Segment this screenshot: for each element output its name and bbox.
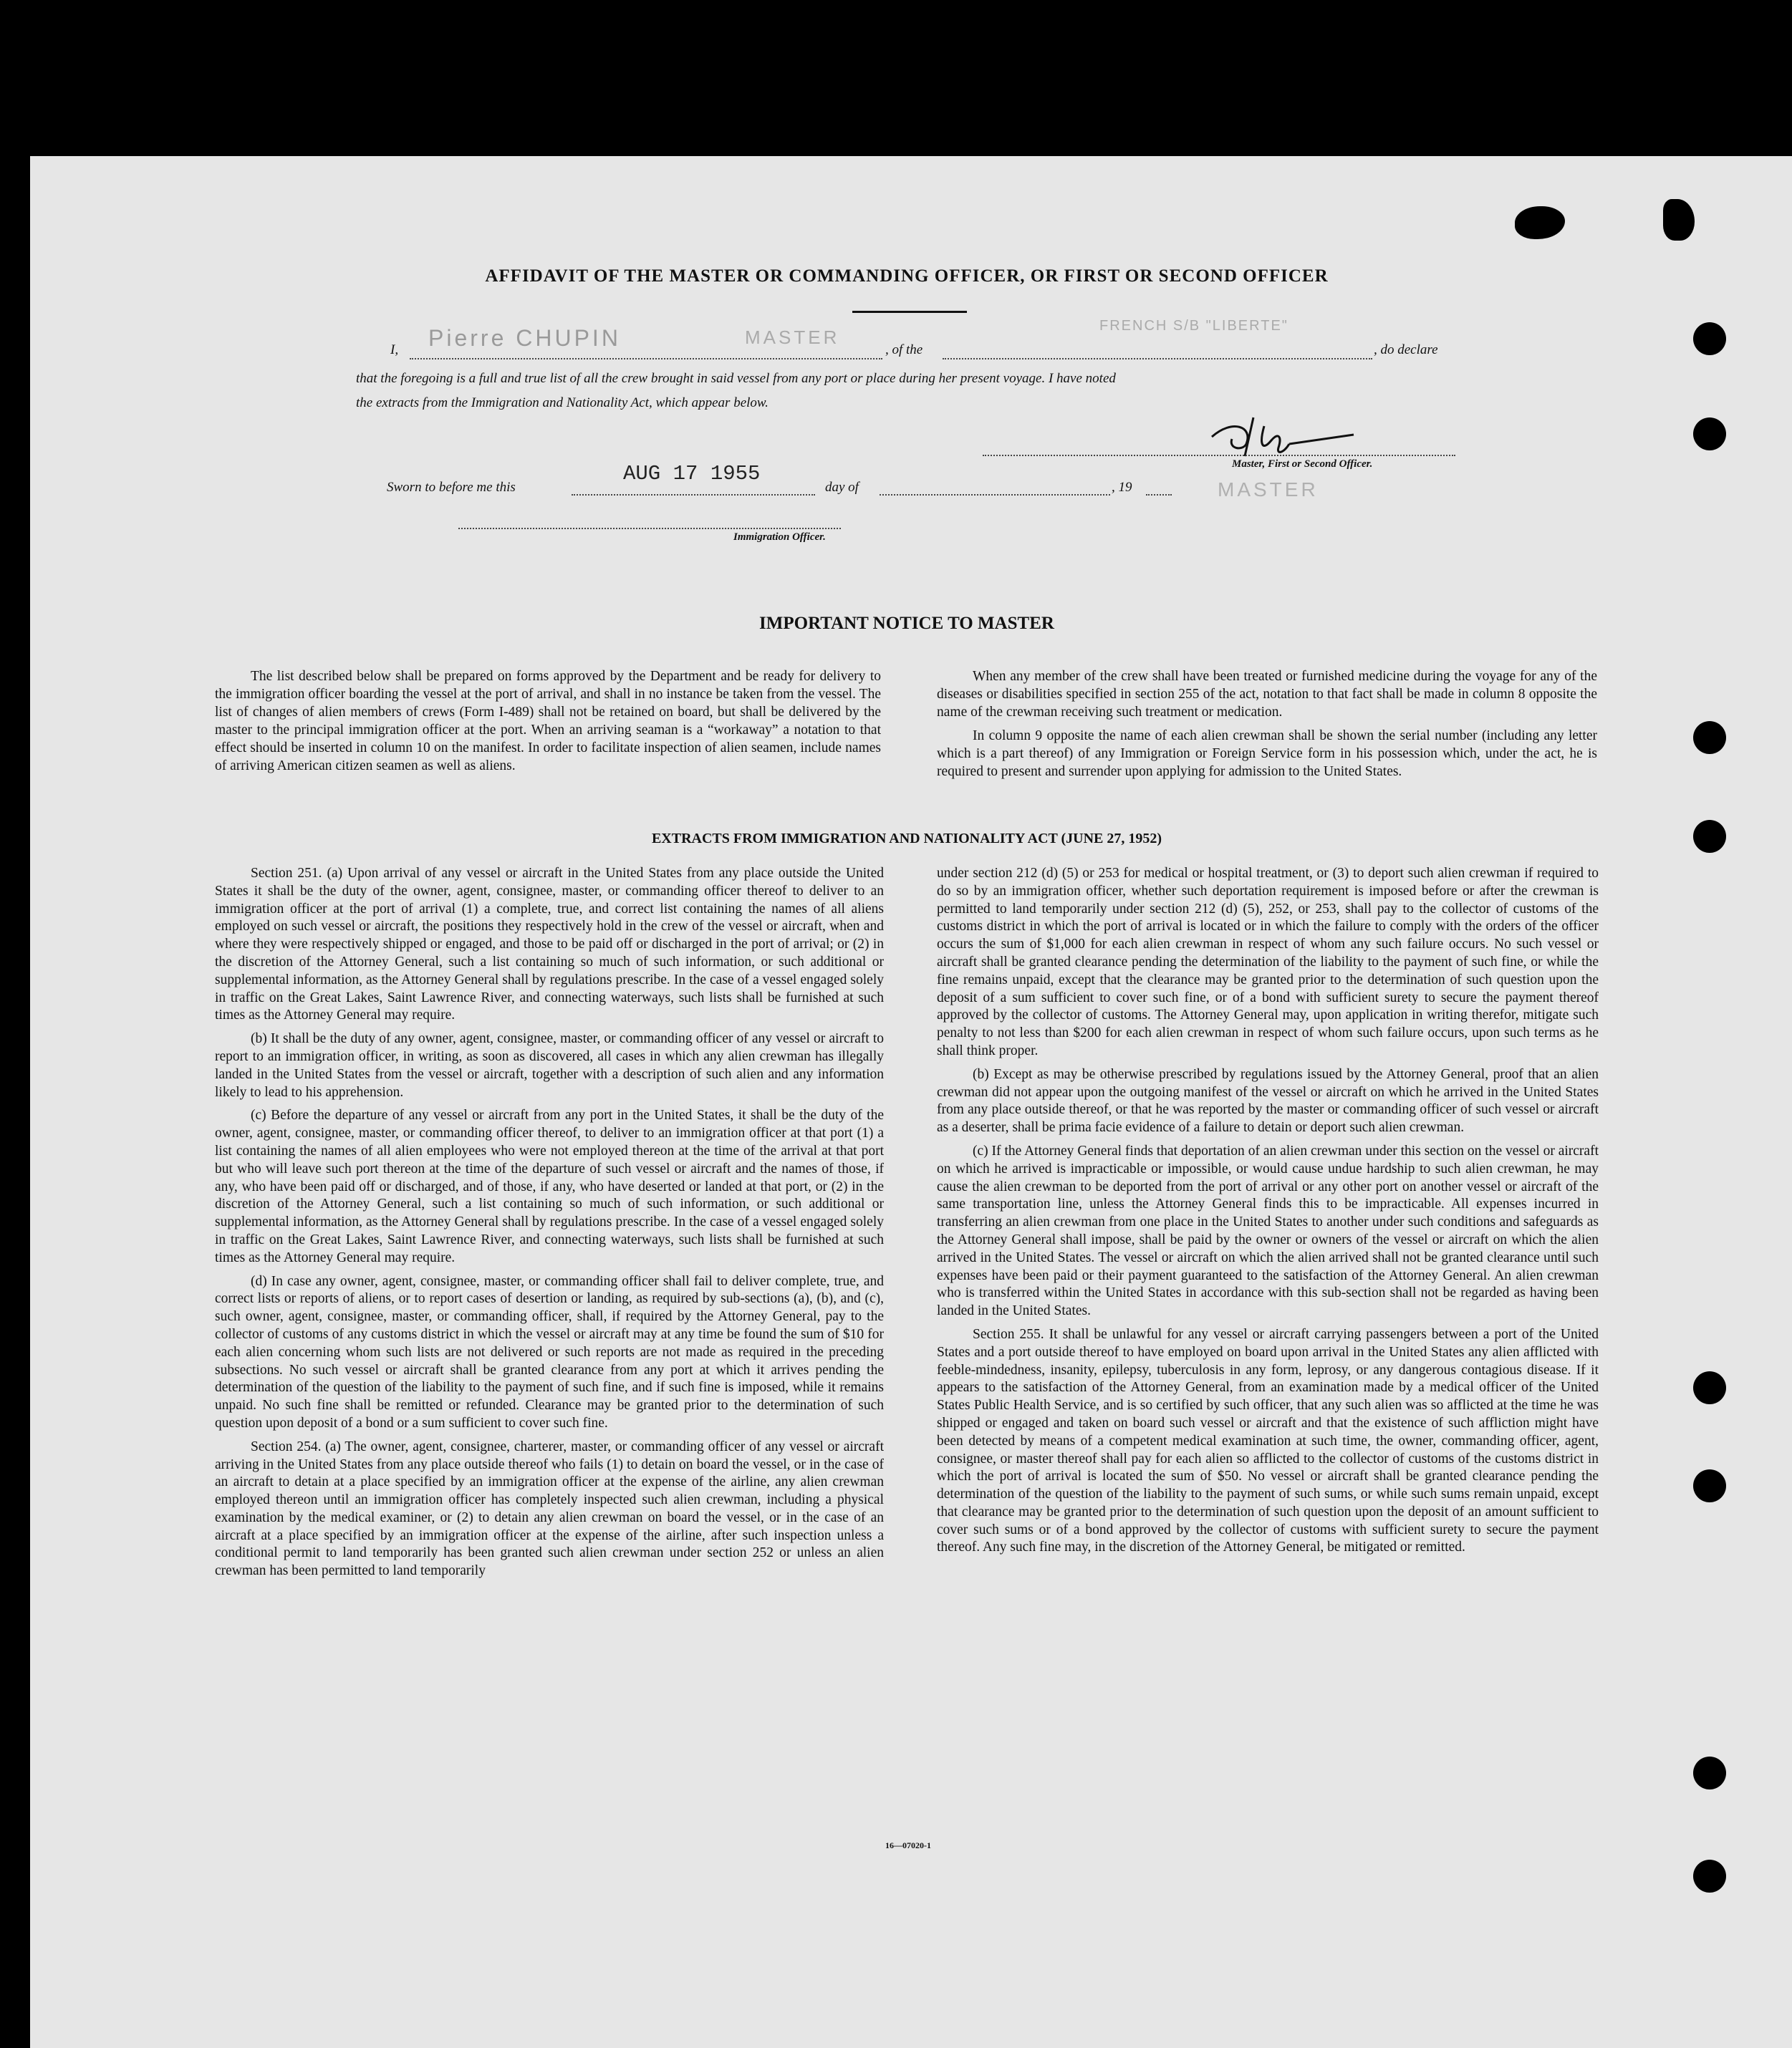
binder-hole — [1693, 1757, 1726, 1789]
extract-paragraph: (b) Except as may be otherwise prescribed by regulations issued by the Attorney General, proof that an alien crewman did not appear upon the outgoing manifest of the vessel or aircraft on which he arrived in the United States from any place outside thereof, or that he was reported by the master or commanding officer of such vessel or aircraft as a deserter, shall be prima facie evidence of a failure to detain or deport such alien crewman. — [937, 1066, 1599, 1136]
year-field-line — [1146, 494, 1172, 496]
name-field-line — [410, 358, 882, 359]
binder-hole — [1693, 322, 1726, 355]
form-code: 16—07020-1 — [885, 1840, 931, 1850]
binder-hole — [1693, 1371, 1726, 1404]
day-of-label: day of — [825, 480, 859, 495]
sworn-date-line — [572, 494, 815, 496]
year-label: , 19 — [1112, 480, 1132, 495]
master-signature — [1203, 405, 1375, 462]
extract-paragraph: Section 251. (a) Upon arrival of any vessel or aircraft in the United States from any place outside the United States it shall be the duty of the owner, agent, consignee, master, or commanding officer thereof to deliver to an immigration officer at the port of arrival (1) a complete, true, and correct list containing the names of all aliens employed on such vessel or aircraft, the positions they respectively hold in the crew of the vessel or aircraft, when and where they were respectively shipped or engaged, and those to be paid off or discharged in the port of arrival; or (2) in the discretion of the Attorney General, such a list containing so much of such information, or such additional or supplemental information, as the Attorney General shall by regulations prescribe. In the case of a vessel engaged solely in traffic on the Great Lakes, Saint Lawrence River, and connecting waterways, such lists shall be furnished at such times as the Attorney General may require. — [215, 866, 884, 1023]
month-field-line — [880, 494, 1110, 496]
rank-stamp: MASTER — [745, 327, 840, 348]
declaration-line-3: the extracts from the Immigration and Nationality Act, which appear below. — [356, 395, 769, 410]
binder-hole — [1693, 721, 1726, 754]
extracts-heading: EXTRACTS FROM IMMIGRATION AND NATIONALITY ACT (JUNE 27, 1952) — [651, 831, 1162, 846]
extract-paragraph: under section 212 (d) (5) or 253 for medical or hospital treatment, or (3) to deport such alien crewman if required to do so by an immigration officer, whether such deportation requirement is imposed before or after the crewman is permitted to land temporarily under section 212 (d) (5), 252, or 253, shall pay to the collector of customs of the customs district in which the port of arrival is located or in which the failure to comply with the orders of the officer occurs the sum of $1,000 for each alien crewman in respect of whom any such failure occurs. No such vessel or aircraft shall be granted clearance pending the determination of the liability to the payment of such fine, or while the fine remains unpaid, except that the clearance may be granted prior to the determination of such question upon the deposit of a sum sufficient to cover such fine, or of a bond with sufficient surety to secure the payment thereof approved by the collector of customs. The Attorney General may, upon application in writing therefor, mitigate such penalty to not less than $200 for each alien crewman in respect of whom such failure occurs, upon such terms as he shall think proper. — [937, 866, 1599, 1058]
binder-hole — [1693, 417, 1726, 450]
extract-paragraph: (c) If the Attorney General finds that deportation of an alien crewman under this section on the vessel or aircraft on which he arrived is impracticable or impossible, or would cause undue hardship to such alien crewman, he may cause the alien crewman to be deported from the port of arrival or any other port on another vessel or aircraft of the same transportation line, unless the Attorney General finds this to be impracticable. All expenses incurred in transferring an alien crewman from one place in the United States to another under such conditions and safeguards as the Attorney General shall impose, shall be paid by the owner or owners of the vessel or aircraft on which the alien arrived in the United States. The vessel or aircraft on which the alien arrived shall not be granted clearance until such expenses have been paid or their payment guaranteed to the satisfaction of the Attorney General. An alien crewman who is transferred within the United States in accordance with this sub-section shall not be regarded as having been landed in the United States. — [937, 1143, 1599, 1319]
title-rule — [852, 311, 967, 313]
notice-right-column — [937, 667, 1597, 786]
officer-caption: Immigration Officer. — [733, 531, 826, 543]
notice-paragraph: In column 9 opposite the name of each alien crewman shall be shown the serial number (including any letter which is a part thereof) of any Immigration or Foreign Service form in his possession which, under the act, he is required to present and surrender upon applying for admission to the United States. — [937, 728, 1597, 779]
extract-paragraph: (c) Before the departure of any vessel or aircraft from any port in the United States, it shall be the duty of the owner, agent, consignee, master, or commanding officer thereof, to deliver to an immigration officer at that port (1) a list containing the names of all alien employees who were not employed thereon at the time of the arrival at that port but who will leave such port thereon at the time of the departure of such vessel or aircraft and the names of those, if any, who have been paid off or discharged, and of those, if any, who have deserted or landed at that port, or (2) in the discretion of the Attorney General, such a list containing so much of such information, or such additional or supplemental information, as the Attorney General shall by regulations prescribe. In the case of a vessel engaged solely in traffic on the Great Lakes, Saint Lawrence River, and connecting waterways, such lists shall be furnished at such times as the Attorney General may require. — [215, 1108, 884, 1265]
binder-hole — [1693, 1860, 1726, 1893]
declare-label: , do declare — [1374, 342, 1438, 357]
notice-paragraph: The list described below shall be prepared on forms approved by the Department and be ready for delivery to the immigration officer boarding the vessel at the port of arrival, and shall in no instance be taken from the vessel. The list of changes of alien members of crews (Form I-489) shall not be retained on board, but shall be delivered by the master to the principal immigration officer at the port. When an arriving seaman is a “workaway” a notation to that effect should be inserted in column 10 on the manifest. In order to facilitate inspection of alien seamen, include names of arriving American citizen seamen as well as aliens. — [215, 669, 881, 773]
declaration-line-2: that the foregoing is a full and true list of all the crew brought in said vessel from any port or place during her present voyage. I have noted — [356, 371, 1116, 386]
binder-hole — [1693, 1469, 1726, 1502]
signature-caption: Master, First or Second Officer. — [1232, 458, 1373, 470]
pronoun-i: I, — [390, 342, 399, 357]
officer-signature-line — [458, 528, 841, 529]
extract-paragraph: (b) It shall be the duty of any owner, agent, consignee, master, or commanding officer of any vessel or aircraft to report to an immigration officer, in writing, as soon as discovered, all cases in which any alien crewman has illegally landed in the United States from the vessel or aircraft, together with a description of such alien and any information likely to lead to his apprehension. — [215, 1031, 884, 1100]
sworn-date-stamp: AUG 17 1955 — [623, 462, 761, 486]
notice-paragraph: When any member of the crew shall have been treated or furnished medicine during the voyage for any of the diseases or disabilities specified in section 255 of the act, notation to that fact shall be made in column 8 opposite the name of the crewman receiving such treatment or medication. — [937, 669, 1597, 720]
notice-heading: IMPORTANT NOTICE TO MASTER — [759, 614, 1054, 633]
master-stamp: MASTER — [1218, 478, 1319, 501]
vessel-field-line — [943, 358, 1372, 359]
notice-left-column — [215, 667, 881, 781]
master-name: Pierre CHUPIN — [428, 325, 621, 351]
sworn-label: Sworn to before me this — [387, 480, 516, 495]
of-the-label: , of the — [885, 342, 923, 357]
extracts-left-column — [215, 865, 884, 1586]
affidavit-title: AFFIDAVIT OF THE MASTER OR COMMANDING OFFICER, OR FIRST OR SECOND OFFICER — [485, 266, 1329, 286]
extract-paragraph: Section 255. It shall be unlawful for any vessel or aircraft carrying passengers between a port of the United States and a port outside thereof to have employed on board upon arrival in the United States any alien afflicted with feeble-mindedness, insanity, epilepsy, tuberculosis in any form, leprosy, or any dangerous contagious disease. If it appears to the satisfaction of the Attorney General, from an examination made by a medical officer of the United States Public Health Service, and is so certified by such officer, that any such alien was so afflicted at the time he was shipped or engaged and taken on board such vessel or aircraft and that the existence of such affliction might have been detected by means of a competent medical examination at such time, the owner, commanding officer, agent, consignee, or master thereof shall pay for each alien so afflicted to the collector of customs of the customs district in which the port of arrival is located the sum of $50. No vessel or aircraft shall be granted clearance pending the determination of the question of the liability to the payment of such sums, or while such sums remain unpaid, except that clearance may be granted prior to the determination of such question upon the deposit of an amount sufficient to cover such sums or of a bond approved by the collector of customs with sufficient surety to secure the payment thereof. Any such fine may, in the discretion of the Attorney General, be mitigated or remitted. — [937, 1326, 1599, 1555]
signature-line — [983, 455, 1455, 456]
vessel-name: FRENCH S/B "LIBERTE" — [1099, 318, 1288, 334]
extract-paragraph: Section 254. (a) The owner, agent, consignee, charterer, master, or commanding officer of any vessel or aircraft arriving in the United States from any place outside thereof who fails (1) to detain on board the vessel, or in the case of an aircraft to detain at a place specified by an immigration officer at the expense of the airline, any alien crewman employed thereon until an immigration officer has completely inspected such alien crewman, including a physical examination by the medical examiner, or (2) to detain any alien crewman on board the vessel, or in the case of an aircraft at a place specified by an immigration officer at the expense of the airline, after such inspection unless a conditional permit to land temporarily has been granted such alien crewman under section 252 or unless an alien crewman has been permitted to land temporarily — [215, 1439, 884, 1579]
extracts-right-column — [937, 865, 1599, 1562]
extract-paragraph: (d) In case any owner, agent, consignee, master, or commanding officer shall fail to deliver complete, true, and correct lists or reports of aliens, or to report cases of desertion or landing, as required by sub-sections (a), (b), and (c), such owner, agent, consignee, master, or commanding officer, shall, if required by the Attorney General, pay to the collector of customs of any customs district in which the vessel or aircraft may at any time be found the sum of $10 for each alien concerning whom such lists are not delivered or such reports are not made as required in the preceding subsections. No such vessel or aircraft shall be granted clearance from any port at which it arrives pending the determination of the question of the liability to the payment of such fine, and if such fine is imposed, while it remains unpaid. No such fine shall be remitted or refunded. Clearance may be granted prior to the determination of such question upon deposit of a bond or a sum sufficient to cover such fine. — [215, 1273, 884, 1431]
